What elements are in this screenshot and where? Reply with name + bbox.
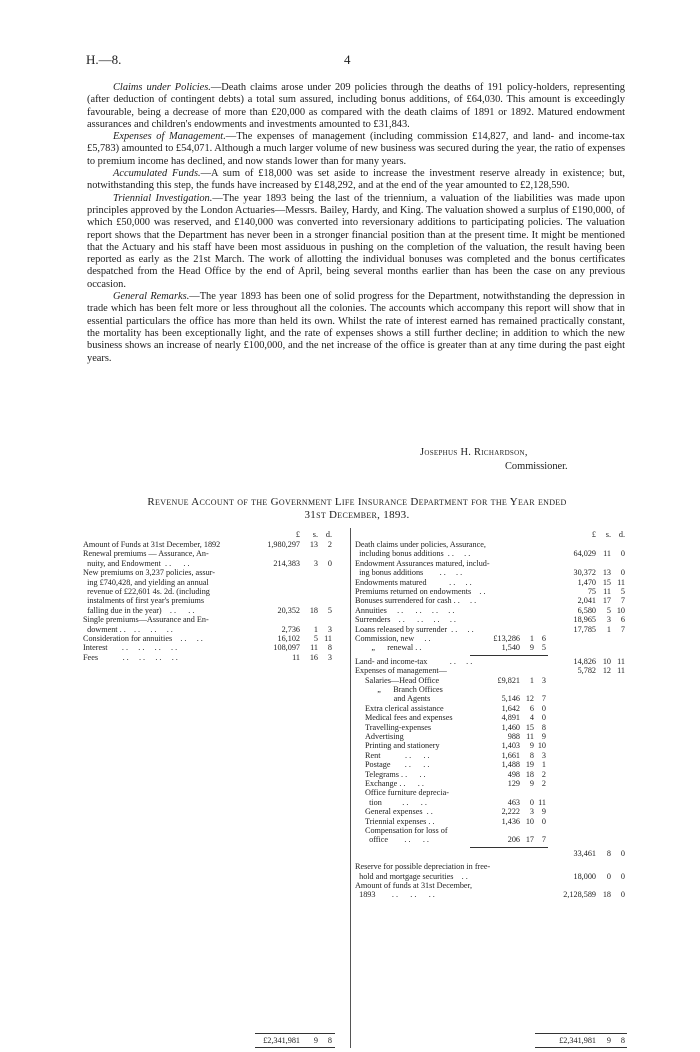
expense-amount-pounds: 129 (507, 779, 520, 788)
expense-amount-pounds: £9,821 (497, 675, 520, 685)
receipt-amount-shillings: 1 (313, 624, 318, 634)
expense-amount-pence: 11 (538, 797, 546, 807)
payment-amount-shillings: 11 (603, 587, 611, 596)
sum-rule (470, 847, 548, 848)
receipt-amount-pounds: 108,097 (273, 643, 300, 653)
page-header (0, 52, 700, 70)
expense-amount-pounds: 5,146 (501, 694, 520, 704)
expense-line: Postage . . . . (365, 760, 430, 770)
expense-amount-shillings: 8 (529, 750, 534, 760)
commission-line: Commission, new . . (355, 634, 431, 643)
receipt-line: New premiums on 3,237 policies, assur- (83, 568, 215, 578)
tax-amount-pounds: 5,782 (577, 666, 596, 676)
expense-amount-pounds: 1,460 (501, 722, 520, 732)
expense-line: tion . . . . (365, 797, 427, 807)
payment-amount-shillings: 13 (602, 568, 611, 578)
payment-amount-pounds: 17,785 (573, 624, 596, 634)
payment-amount-pounds: 2,041 (577, 596, 596, 606)
receipt-amount-pence: 3 (327, 652, 332, 662)
receipt-amount-pence: 0 (327, 558, 332, 568)
payment-amount-pounds: 75 (587, 587, 596, 596)
payment-amount-shillings: 15 (602, 577, 611, 587)
paragraph-claims (87, 82, 625, 131)
expense-amount-shillings: 17 (525, 835, 534, 845)
expenses-heading: Expenses of management— (355, 666, 447, 676)
expense-amount-pence: 2 (541, 769, 546, 779)
commission-amount-pence: 6 (541, 634, 546, 643)
expense-amount-shillings: 4 (529, 713, 534, 723)
expense-amount-shillings: 0 (529, 797, 534, 807)
tax-amount-shillings: 12 (602, 666, 611, 676)
expense-amount-pence: 9 (541, 807, 546, 817)
receipt-amount-pounds: 11 (292, 652, 300, 662)
currency-header: d. (325, 530, 332, 539)
payment-amount-pounds: 30,372 (573, 568, 596, 578)
payment-amount-pounds: 18,965 (573, 615, 596, 625)
receipt-amount-pounds: 16,102 (277, 634, 300, 643)
expense-amount-pence: 9 (541, 732, 546, 741)
receipt-amount-pence: 3 (327, 624, 332, 634)
paragraph-text: —A sum of £18,000 was set aside to increase the investment reserve already in existence; but, notwithstanding this step, the funds have increased by £148,292, and at the end of the year amounted to £2,128,590. (87, 168, 625, 192)
expense-amount-shillings: 9 (529, 741, 534, 751)
expense-line: Telegrams . . . . (365, 769, 426, 779)
expense-amount-pounds: 1,661 (501, 750, 520, 760)
currency-header: d. (618, 530, 625, 539)
receipt-amount-shillings: 11 (310, 643, 318, 653)
payment-line: Bonuses surrendered for cash . . . . (355, 596, 477, 606)
paragraph-funds (87, 168, 625, 193)
paragraph-lead: General Remarks. (113, 291, 190, 303)
expense-amount-shillings: 11 (526, 732, 534, 741)
receipt-line: Renewal premiums — Assurance, An- (83, 549, 209, 559)
funds-line: Amount of funds at 31st December, (355, 881, 472, 890)
payment-amount-pence: 11 (617, 577, 625, 587)
payment-line: including bonus additions . . . . (355, 549, 471, 559)
expense-line: Exchange . . . . (365, 779, 424, 788)
expense-amount-shillings: 12 (525, 694, 534, 704)
expense-amount-pounds: 498 (507, 769, 520, 779)
receipt-line: revenue of £22,601 4s. 2d. (including (83, 587, 210, 596)
receipt-line: ing £740,428, and yielding an annual (83, 577, 209, 587)
expense-amount-pence: 7 (541, 835, 546, 845)
receipt-amount-pence: 11 (324, 634, 332, 643)
payment-amount-pence: 0 (620, 549, 625, 559)
receipt-line: Amount of Funds at 31st December, 1892 (83, 540, 221, 549)
receipt-amount-pence: 8 (327, 643, 332, 653)
expense-amount-pounds: 1,436 (501, 816, 520, 826)
currency-header: s. (605, 530, 611, 539)
payment-line: Loans released by surrender . . . . (355, 624, 474, 634)
commission-amount-shillings: 9 (529, 643, 534, 653)
reserve-line: hold and mortgage securities . . (355, 871, 468, 881)
expense-amount-pence: 1 (541, 760, 546, 770)
payments-total-pence: 8 (620, 1036, 625, 1045)
document-reference: H.—8. (86, 52, 122, 67)
receipt-line: Interest . . . . . . . . (83, 643, 178, 653)
receipt-amount-pounds: 20,352 (277, 605, 300, 615)
sum-rule (535, 1047, 627, 1048)
paragraph-lead: Claims under Policies. (113, 82, 211, 93)
expense-amount-pence: 0 (541, 703, 546, 713)
receipt-amount-shillings: 13 (309, 540, 318, 549)
receipt-line: falling due in the year) . . . . (83, 605, 195, 615)
commission-amount-pounds: £13,286 (493, 634, 520, 643)
currency-header: £ (591, 530, 596, 539)
commission-total-pounds: 14,826 (573, 656, 596, 666)
paragraph-triennial (87, 193, 625, 291)
report-body (87, 82, 625, 365)
expense-amount-pounds: 2,222 (501, 807, 520, 817)
commission-total-pence: 11 (617, 656, 625, 666)
expense-amount-pence: 10 (537, 741, 546, 751)
receipt-amount-pence: 2 (327, 540, 332, 549)
expense-line: Compensation for loss of (365, 826, 448, 835)
paragraph-expenses (87, 131, 625, 168)
expense-amount-pence: 7 (541, 694, 546, 704)
expense-amount-pounds: 988 (507, 732, 520, 741)
payment-line: Endowments matured . . . . (355, 577, 472, 587)
expense-amount-pounds: 1,488 (501, 760, 520, 770)
expense-amount-pounds: 4,891 (501, 713, 520, 723)
receipt-line: Consideration for annuities . . . . (83, 634, 203, 643)
receipt-amount-shillings: 3 (313, 558, 318, 568)
payment-amount-shillings: 11 (603, 549, 611, 559)
expense-amount-shillings: 15 (525, 722, 534, 732)
payment-amount-pence: 6 (620, 615, 625, 625)
payment-amount-shillings: 3 (606, 615, 611, 625)
currency-header: £ (295, 530, 300, 539)
paragraph-lead: Triennial Investigation. (113, 192, 213, 204)
reserve-amount-pounds: 18,000 (573, 871, 596, 881)
paragraph-text: —The expenses of management (including commission £14,827, and land- and income-tax £5,783) amounted to £54,071. Although a much larger volume of new business was secured during the year, the ratio of expenses to premium income has declined, and now stands lower than for many years. (87, 131, 625, 167)
payment-amount-pence: 10 (616, 605, 625, 615)
expense-line: „ Branch Offices (365, 685, 443, 694)
sum-rule (535, 1033, 627, 1034)
payments-total-pounds: £2,341,981 (559, 1036, 596, 1045)
expense-amount-pence: 2 (541, 779, 546, 788)
receipts-total-pence: 8 (327, 1036, 332, 1045)
payment-amount-pounds: 6,580 (577, 605, 596, 615)
receipts-total-pounds: £2,341,981 (263, 1036, 300, 1045)
payment-amount-shillings: 1 (606, 624, 611, 634)
paragraph-general (87, 291, 625, 365)
expense-line: General expenses . . (365, 807, 433, 817)
expenses-total-shillings: 8 (606, 848, 611, 858)
commission-total-shillings: 10 (602, 656, 611, 666)
sum-rule (255, 1033, 335, 1034)
commission-amount-pounds: 1,540 (501, 643, 520, 653)
payment-line: ing bonus additions . . . . (355, 568, 463, 578)
receipt-line: dowment . . . . . . . . (83, 624, 173, 634)
commission-amount-pence: 5 (541, 643, 546, 653)
payment-line: Endowment Assurances matured, includ- (355, 558, 490, 568)
expense-amount-shillings: 9 (529, 779, 534, 788)
paragraph-lead: Accumulated Funds. (113, 168, 201, 180)
payments-total-shillings: 9 (606, 1036, 611, 1045)
expenses-total-pounds: 33,461 (573, 848, 596, 858)
tax-amount-pence: 11 (617, 666, 625, 676)
payment-line: Premiums returned on endowments . . (355, 587, 486, 596)
expense-line: Salaries—Head Office (365, 675, 440, 685)
commission-line: „ renewal . . (355, 643, 422, 653)
payment-line: Surrenders . . . . . . . . (355, 615, 456, 625)
payment-amount-pounds: 1,470 (577, 577, 596, 587)
account-title (87, 496, 627, 522)
payment-amount-pence: 7 (620, 624, 625, 634)
paragraph-lead: Expenses of Management. (113, 131, 226, 143)
commission-amount-shillings: 1 (529, 634, 534, 643)
expense-amount-shillings: 19 (525, 760, 534, 770)
paragraph-text: —The year 1893 has been one of solid progress for the Department, notwithstanding the depression in trade which has been felt more or less throughout all the colonies. The accounts which accompany this report will show that in essential particulars the office has more than held its own. Whilst the rate of interest earned has remained practically constant, the mortality has been exceptionally light, and the rate of expenses shows a still further decline; in addition to which the new business shows an increase of nearly £100,000, and the net increase of the office is greater than at any time during the past eight years. (87, 291, 625, 364)
receipt-amount-shillings: 5 (313, 634, 318, 643)
payment-amount-pence: 0 (620, 568, 625, 578)
paragraph-text: —The year 1893 being the last of the triennium, a valuation of the liabilities was made upon principles approved by the London Actuaries—Messrs. Bailey, Hardy, and King. The valuation showed a surplus of £190,000, of which £50,000 was reserved, and £140,000 was converted into reversionary additions to participating policies. The valuation report shows that the Department has never been in a stronger financial position than at the present time. It might be mentioned that the Actuary and his staff have been most assiduous in pushing on the completion of the valuation, the result having been reported as early as the 21st March. The work of allotting the individual bonuses was completed and the bonus certificates despatched from the Head Office by the end of April, being several months earlier than has been the case on any previous occasion. (87, 192, 625, 290)
funds-line: 1893 . . . . . . (355, 890, 435, 900)
expense-line: Triennial expenses . . (365, 816, 435, 826)
sum-rule (255, 1047, 335, 1048)
expense-line: office . . . . (365, 835, 429, 845)
payment-amount-pence: 7 (620, 596, 625, 606)
expense-amount-shillings: 1 (529, 675, 534, 685)
tax-line: Land- and income-tax . . . . (355, 656, 473, 666)
payment-amount-pence: 5 (620, 587, 625, 596)
receipt-line: nuity, and Endowment . . . . (83, 558, 190, 568)
receipt-amount-shillings: 16 (309, 652, 318, 662)
payment-amount-shillings: 17 (602, 596, 611, 606)
expense-line: Printing and stationery (365, 741, 440, 751)
funds-amount-pounds: 2,128,589 (563, 890, 596, 900)
funds-amount-shillings: 18 (602, 890, 611, 900)
funds-amount-pence: 0 (620, 890, 625, 900)
expense-amount-pence: 3 (541, 675, 546, 685)
signature-name: Josephus H. Richardson, (420, 447, 528, 458)
expense-amount-shillings: 3 (529, 807, 534, 817)
paragraph-text: —Death claims arose under 209 policies through the deaths of 191 policy-holders, representing (after deduction of contingent debts) a total sum assured, including bonus additions, of £64,030. This amount is exceedingly favourable, being a decrease of more than £20,000 as compared with the death claims of 1891 or 1892. Matured endowment assurances and children's endowments and investments amounted to £31,843. (87, 82, 626, 130)
expense-amount-pence: 0 (541, 713, 546, 723)
payment-amount-pounds: 64,029 (573, 549, 596, 559)
expense-amount-pounds: 1,403 (501, 741, 520, 751)
receipt-line: instalments of first year's premiums (83, 596, 205, 606)
receipts-total-shillings: 9 (313, 1036, 318, 1045)
receipt-line: Single premiums—Assurance and En- (83, 615, 209, 625)
expense-line: and Agents (365, 694, 431, 704)
receipt-amount-pounds: 2,736 (281, 624, 300, 634)
expense-amount-shillings: 6 (529, 703, 534, 713)
expense-amount-pounds: 1,642 (501, 703, 520, 713)
account-title-line: Revenue Account of the Government Life Insurance Department for the Year ended (147, 496, 567, 508)
expense-line: Office furniture deprecia- (365, 788, 449, 798)
expense-amount-shillings: 18 (525, 769, 534, 779)
expense-line: Medical fees and expenses (365, 713, 453, 723)
expense-amount-pounds: 463 (507, 797, 520, 807)
column-divider (350, 528, 351, 1048)
receipt-amount-pounds: 1,980,297 (267, 540, 300, 549)
receipt-amount-shillings: 18 (309, 605, 318, 615)
page-number: 4 (344, 52, 351, 67)
sum-rule (470, 655, 548, 656)
expense-line: Extra clerical assistance (365, 703, 444, 713)
expense-line: Travelling-expenses (365, 722, 432, 732)
reserve-amount-pence: 0 (620, 871, 625, 881)
receipt-amount-pence: 5 (327, 605, 332, 615)
reserve-line: Reserve for possible depreciation in free- (355, 862, 491, 872)
reserve-amount-shillings: 0 (606, 871, 611, 881)
expense-amount-pence: 3 (541, 750, 546, 760)
account-title-date: 31st December, 1893. (304, 509, 410, 521)
receipt-line: Fees . . . . . . . . (83, 652, 178, 662)
signature-title: Commissioner. (505, 461, 568, 472)
payment-line: Death claims under policies, Assurance, (355, 540, 486, 549)
currency-header: s. (312, 530, 318, 539)
expense-amount-shillings: 10 (525, 816, 534, 826)
expense-amount-pence: 0 (541, 816, 546, 826)
payment-amount-shillings: 5 (606, 605, 611, 615)
expense-line: Advertising (365, 732, 404, 741)
expenses-total-pence: 0 (620, 848, 625, 858)
expense-line: Rent . . . . (365, 750, 430, 760)
expense-amount-pence: 8 (541, 722, 546, 732)
expense-amount-pounds: 206 (507, 835, 520, 845)
receipt-amount-pounds: 214,383 (273, 558, 300, 568)
payment-line: Annuities . . . . . . . . (355, 605, 455, 615)
